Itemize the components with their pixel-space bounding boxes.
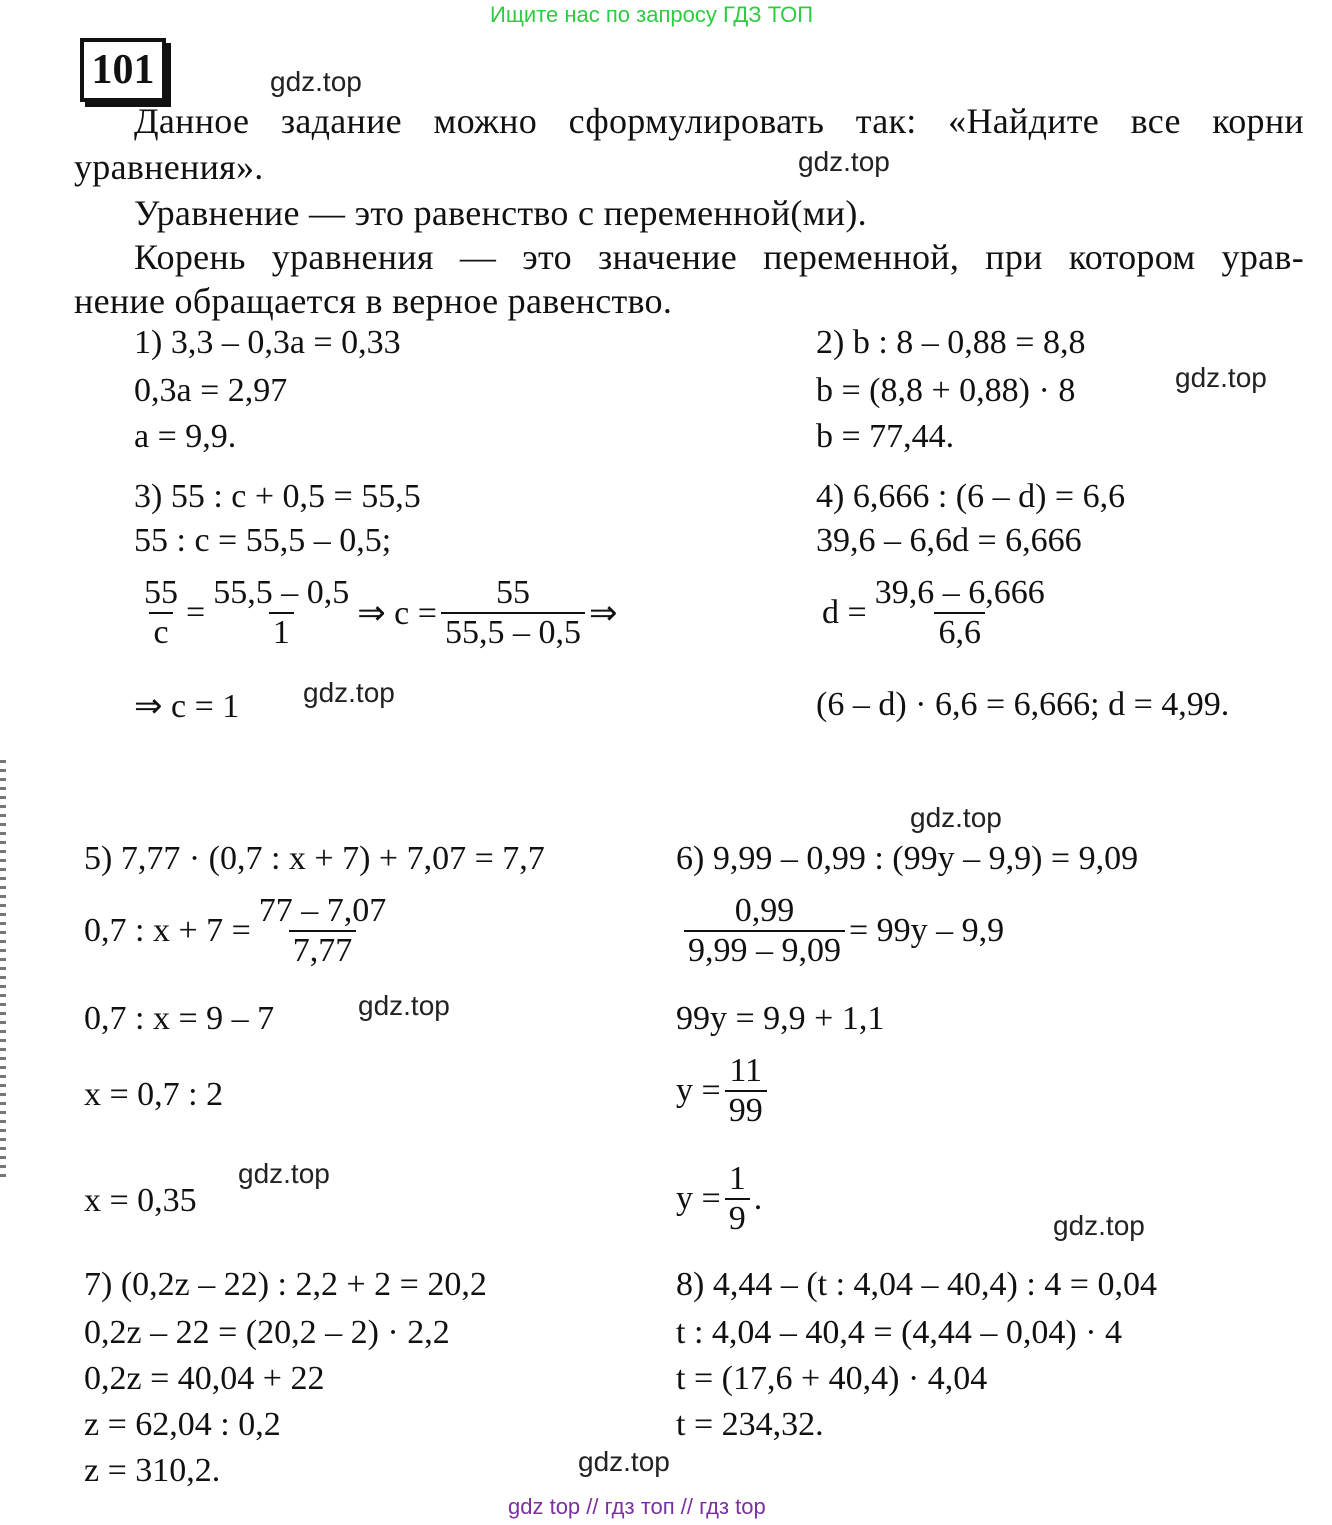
- p8-line: t : 4,04 – 40,4 = (4,44 – 0,04) · 4: [676, 1314, 1123, 1351]
- numerator: 0,99: [734, 892, 795, 929]
- denominator: 6,6: [934, 612, 985, 652]
- p7-line: z = 62,04 : 0,2: [84, 1406, 281, 1443]
- scan-edge: [0, 760, 6, 1180]
- p7-line: 0,2z = 40,04 + 22: [84, 1360, 325, 1397]
- fraction: [725, 1052, 767, 1130]
- numerator: 11: [729, 1052, 763, 1089]
- lhs: d =: [822, 594, 867, 631]
- p6-fraction-row: [676, 1052, 771, 1130]
- task-number: 101: [80, 38, 166, 102]
- denominator: 9,99 – 9,09: [684, 930, 845, 970]
- fraction: [441, 574, 585, 652]
- implies-arrow: ⇒: [588, 595, 618, 632]
- p5-line: 5) 7,77 · (0,7 : x + 7) + 7,07 = 7,7: [84, 840, 545, 877]
- p8-line: 8) 4,44 – (t : 4,04 – 40,4) : 4 = 0,04: [676, 1266, 1157, 1303]
- p6-line: 99y = 9,9 + 1,1: [676, 1000, 885, 1037]
- denominator: c: [149, 612, 172, 652]
- fraction: [684, 892, 845, 970]
- p3-fraction-row: [136, 574, 617, 652]
- p7-line: 7) (0,2z – 22) : 2,2 + 2 = 20,2: [84, 1266, 487, 1303]
- p1-line: 1) 3,3 – 0,3a = 0,33: [134, 324, 401, 361]
- p5-line: x = 0,7 : 2: [84, 1076, 224, 1113]
- equals-sign: =: [186, 594, 206, 631]
- watermark: gdz.top: [578, 1446, 670, 1477]
- intro-line: нение обращается в верное равенство.: [74, 281, 673, 321]
- watermark: gdz.top: [358, 990, 450, 1021]
- fraction: [209, 574, 353, 652]
- p8-line: t = 234,32.: [676, 1406, 824, 1443]
- watermark: gdz.top: [1053, 1210, 1145, 1241]
- watermark: gdz.top: [303, 677, 395, 708]
- lhs: y =: [676, 1180, 721, 1217]
- numerator: 55,5 – 0,5: [213, 574, 350, 611]
- p6-line: 6) 9,99 – 0,99 : (99y – 9,9) = 9,09: [676, 840, 1139, 877]
- denominator: 9: [725, 1198, 750, 1238]
- watermark: gdz.top: [798, 146, 890, 177]
- lhs: 0,7 : x + 7 =: [84, 912, 251, 949]
- fraction: [871, 574, 1049, 652]
- p4-line: 39,6 – 6,6d = 6,666: [816, 522, 1082, 559]
- p6-fraction-row: [676, 1160, 762, 1238]
- p6-fraction-row: [680, 892, 1004, 970]
- intro-line: Корень уравнения — это значение переменной, при котором урав-: [134, 237, 1304, 277]
- p2-line: b = (8,8 + 0,88) · 8: [816, 372, 1076, 409]
- watermark: gdz.top: [910, 802, 1002, 833]
- denominator: 55,5 – 0,5: [441, 612, 585, 652]
- numerator: 77 – 7,07: [258, 892, 387, 929]
- p5-line: 0,7 : x = 9 – 7: [84, 1000, 275, 1037]
- numerator: 1: [728, 1160, 746, 1197]
- top-banner: Ищите нас по запросу ГДЗ ТОП: [490, 2, 814, 27]
- denominator: 99: [725, 1090, 767, 1130]
- fraction: [725, 1160, 750, 1238]
- p1-line: 0,3a = 2,97: [134, 372, 288, 409]
- intro-line: Уравнение — это равенство с переменной(ми).: [134, 193, 867, 233]
- period: .: [753, 1180, 763, 1217]
- numerator: 39,6 – 6,666: [874, 574, 1045, 611]
- implies-text: ⇒ c =: [357, 595, 437, 632]
- rhs: = 99y – 9,9: [849, 912, 1005, 949]
- p5-line: x = 0,35: [84, 1182, 197, 1219]
- watermark: gdz.top: [1175, 362, 1267, 393]
- p7-line: z = 310,2.: [84, 1452, 221, 1489]
- denominator: 1: [269, 612, 294, 652]
- intro-line: уравнения».: [74, 147, 264, 187]
- p4-fraction-row: [822, 574, 1053, 652]
- p3-line: ⇒ c = 1: [134, 688, 240, 725]
- footer: gdz top // гдз топ // гдз top: [508, 1494, 766, 1519]
- numerator: 55: [144, 574, 178, 611]
- p7-line: 0,2z – 22 = (20,2 – 2) · 2,2: [84, 1314, 450, 1351]
- lhs: y =: [676, 1072, 721, 1109]
- numerator: 55: [495, 574, 530, 611]
- denominator: 7,77: [289, 930, 357, 970]
- p8-line: t = (17,6 + 40,4) · 4,04: [676, 1360, 988, 1397]
- watermark: gdz.top: [238, 1158, 330, 1189]
- p4-line: 4) 6,666 : (6 – d) = 6,6: [816, 478, 1126, 515]
- p2-line: 2) b : 8 – 0,88 = 8,8: [816, 324, 1086, 361]
- p4-line: (6 – d) · 6,6 = 6,666; d = 4,99.: [816, 686, 1230, 723]
- intro-line: Данное задание можно сформулировать так: «Найдите все корни: [134, 101, 1304, 141]
- p1-line: a = 9,9.: [134, 418, 237, 455]
- p3-line: 55 : c = 55,5 – 0,5;: [134, 522, 392, 559]
- fraction: [255, 892, 391, 970]
- p3-line: 3) 55 : c + 0,5 = 55,5: [134, 478, 421, 515]
- p5-fraction-row: [84, 892, 394, 970]
- fraction: [140, 574, 182, 652]
- p2-line: b = 77,44.: [816, 418, 955, 455]
- watermark: gdz.top: [270, 66, 362, 97]
